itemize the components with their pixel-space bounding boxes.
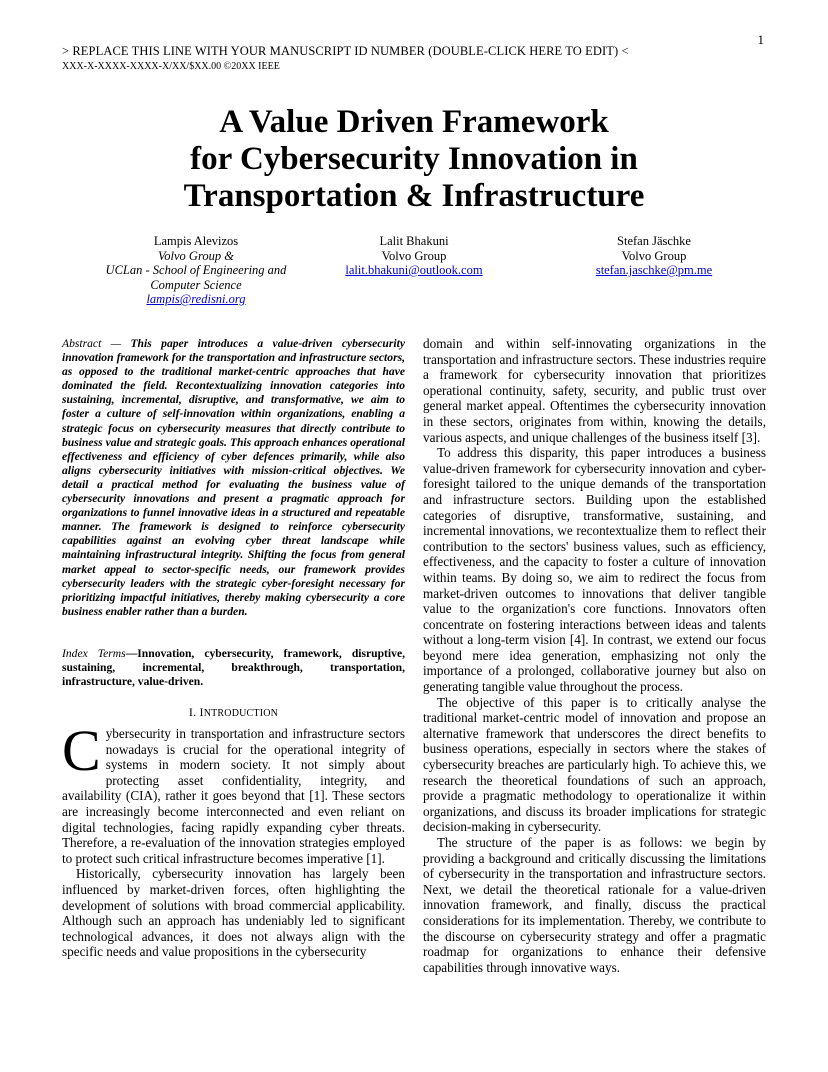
title-line-3: Transportation & Infrastructure <box>183 178 645 214</box>
index-terms-text: —Innovation, cybersecurity, framework, disruptive, sustaining, incremental, breakthrough, transportation, infrastructure, value-driven. <box>62 647 405 689</box>
author-name: Lalit Bhakuni <box>379 234 449 248</box>
manuscript-id-line: > REPLACE THIS LINE WITH YOUR MANUSCRIPT ID NUMBER (DOUBLE-CLICK HERE TO EDIT) < <box>62 44 629 58</box>
body-paragraph: To address this disparity, this paper introduces a business value-driven framework for cybersecurity innovation and cyber-foresight tailored to the unique demands of the transportation and infrastructure sectors. Building upon the established categories of disruptive, transformative, sustaining, and incremental innovations, we recontextualize them to reflect their contribution to the sectors' business values, such as efficiency, effectiveness, and the capacity to foster a culture of innovation within teams. By doing so, we aim to redirect the focus from market-driven outcomes to innovations that deliver tangible value to the organization's core functions. Innovators often concentrate on fostering interactions between ideas and talents without a long-term vision [4]. In contrast, we extend our focus beyond mere idea generation, emphasizing not only the importance of a prolonged, collaborative journey but also on generating tangible value throughout the process. <box>423 445 766 695</box>
right-column <box>423 336 766 975</box>
left-column <box>62 337 405 619</box>
abstract <box>62 337 405 619</box>
author-affiliation: Volvo Group <box>381 248 447 263</box>
drop-cap: C <box>62 718 101 783</box>
author-email-link[interactable]: lampis@redisni.org <box>146 292 246 306</box>
body-paragraph: domain and within self-innovating organizations in the transportation and infrastructure sectors. These industries require a framework for cybersecurity innovation that prioritizes operational continuity, safety, security, and public trust over general market appeal. Oftentimes the cybersecurity innovation in these sectors, originates from within, knowing the details, various aspects, and unique challenges of the business itself [3]. <box>423 336 766 445</box>
page-number: 1 <box>757 32 764 47</box>
title-line-2: for Cybersecurity Innovation in <box>190 141 638 177</box>
author-affiliation: Volvo Group & <box>158 248 234 263</box>
paper-title <box>0 104 828 215</box>
author-block-2 <box>304 234 524 278</box>
section-heading-introduction <box>62 705 405 722</box>
body-paragraph: The structure of the paper is as follows: we begin by providing a background and critically discussing the limitations of cybersecurity in the transportation and infrastructure sectors. Next, we detail the theoretical rationale for a value-driven innovation framework, and finally, discuss the practical considerations for its implementation. Thereby, we contribute to the discourse on cybersecurity strategy and offer a pragmatic roadmap for organizations to enhance their defensive capabilities through innovative ways. <box>423 835 766 975</box>
section-title-rest: NTRODUCTION <box>203 708 279 719</box>
section-initial: I <box>199 705 204 719</box>
body-paragraph: The objective of this paper is to critically analyse the traditional market-centric model of innovation and propose an alternative framework that underscores the direct benefits to business operations, especially in sectors where the stakes of cybersecurity breaches are particularly high. To achieve this, we research the theoretical foundations of such an approach, provide a pragmatic methodology to operationalize it within organizations, and discuss its broader implications for strategic decision-making in cybersecurity. <box>423 694 766 835</box>
author-name: Stefan Jäschke <box>617 234 691 248</box>
index-terms-block <box>62 647 405 689</box>
author-affiliation: Computer Science <box>150 277 242 292</box>
author-block-1 <box>86 234 306 307</box>
section-number: I. <box>188 705 200 719</box>
body-paragraph: Historically, cybersecurity innovation has largely been influenced by market-driven forces, often highlighting the development of solutions with broad commercial applicability. Although such an approach has undeniably led to significant technological advances, it does not always align with the specific needs and value propositions in the cybersecurity <box>62 866 405 960</box>
introduction-left <box>62 718 405 960</box>
index-terms <box>62 647 405 689</box>
author-block-3 <box>544 234 764 278</box>
abstract-text: This paper introduces a value-driven cybersecurity innovation framework for the transportation and infrastructure sectors, as opposed to the traditional market-centric approaches that have dominated the field. Recontextualizing innovation categories into sustaining, incremental, disruptive, and transformative, we aim to foster a culture of self-innovation within organizations, enabling a strategic focus on cybersecurity measures that directly contribute to business value and strategic goals. This approach enhances operational effectiveness and efficiency of cyber defences primarily, while also aligns cybersecurity initiatives with mission-critical objectives. We detail a practical method for evaluating the business value of cybersecurity innovations and present a pragmatic approach for organizations to funnel innovative ideas in a structured and repeatable manner. The framework is designed to reinforce cybersecurity capabilities against an evolving cyber threat landscape while maintaining infrastructural integrity. Shifting the focus from general market appeal to sector-specific needs, our framework provides cybersecurity leaders with the strategic cyber-foresight necessary for prioritizing impactful initiatives, thereby making cybersecurity a core business enabler rather than a burden. <box>62 337 405 618</box>
author-affiliation: UCLan - School of Engineering and <box>105 263 287 277</box>
body-paragraph: ybersecurity in transportation and infrastructure sectors nowadays is crucial for the operational integrity of systems in modern society. It not simply about protecting asset confidentiality, integrity, and availability (CIA), rather it goes beyond that [1]. These sectors are increasingly become interconnected and even reliant on digital technologies, facing rapidly expanding cyber threats. Therefore, a re-evaluation of the innovation strategies employed to protect such critical infrastructure becomes imperative [1]. <box>62 726 405 866</box>
index-terms-label: Index Terms <box>62 647 126 660</box>
author-email-link[interactable]: stefan.jaschke@pm.me <box>595 263 713 277</box>
copyright-line: XXX-X-XXXX-XXXX-X/XX/$XX.00 ©20XX IEEE <box>62 61 280 72</box>
author-email-link[interactable]: lalit.bhakuni@outlook.com <box>345 263 483 277</box>
abstract-label: Abstract — <box>62 337 122 350</box>
title-line-1: A Value Driven Framework <box>219 104 609 140</box>
author-affiliation: Volvo Group <box>621 248 687 263</box>
author-name: Lampis Alevizos <box>153 234 239 248</box>
